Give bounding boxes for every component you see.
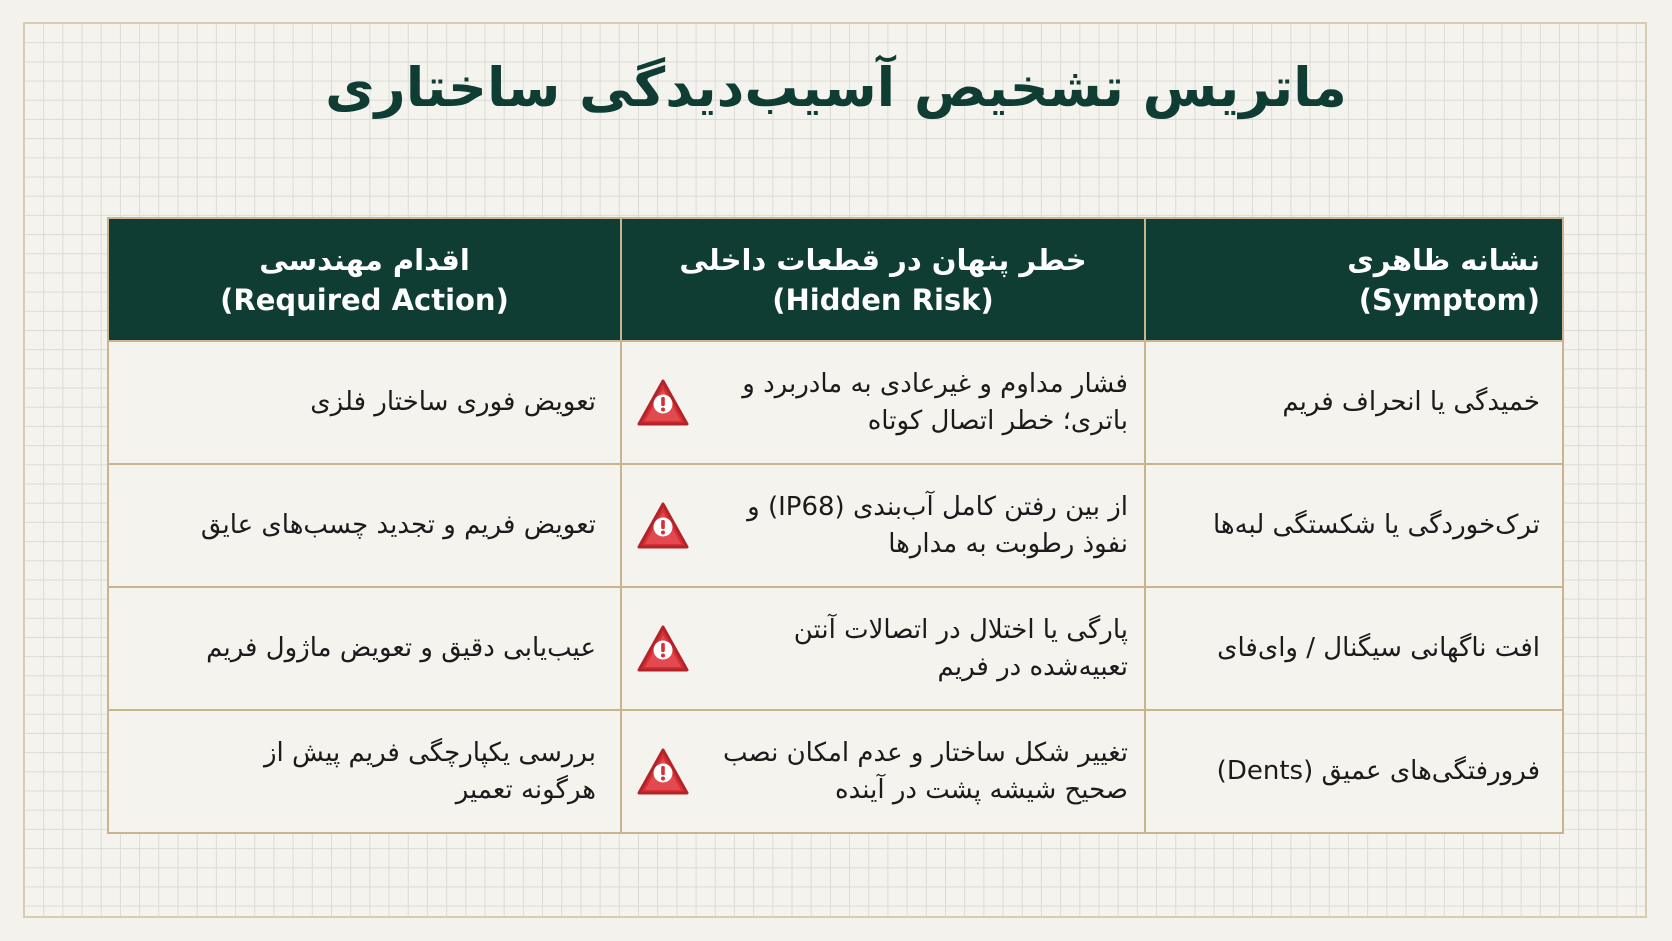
symptom-cell bbox=[1145, 464, 1563, 587]
header-symptom bbox=[1145, 218, 1563, 341]
action-text-line1: عیب‌یابی دقیق و تعویض ماژول فریم bbox=[206, 633, 596, 663]
symptom-text: خمیدگی یا انحراف فریم bbox=[1282, 387, 1540, 417]
header-hidden-risk bbox=[621, 218, 1145, 341]
warning-triangle-icon bbox=[636, 747, 690, 797]
hidden-risk-cell bbox=[621, 341, 1145, 464]
warning-triangle-icon bbox=[636, 378, 690, 428]
header-hidden-risk-line2: (Hidden Risk) bbox=[772, 282, 994, 317]
risk-text-line1: فشار مداوم و غیرعادی به مادربرد و bbox=[742, 368, 1128, 399]
warning-triangle-icon bbox=[636, 501, 690, 551]
risk-text-line2: باتری؛ خطر اتصال کوتاه bbox=[867, 405, 1128, 436]
required-action-cell bbox=[108, 464, 621, 587]
action-text-line1: بررسی یکپارچگی فریم پیش از bbox=[264, 737, 596, 768]
header-required-action bbox=[108, 218, 621, 341]
header-action-line2: (Required Action) bbox=[220, 282, 509, 317]
header-hidden-risk-line1: خطر پنهان در قطعات داخلی bbox=[679, 242, 1087, 277]
table-header-row bbox=[108, 218, 1563, 341]
header-action-line1: اقدام مهندسی bbox=[259, 242, 470, 277]
table-row bbox=[108, 710, 1563, 833]
symptom-cell bbox=[1145, 587, 1563, 710]
damage-diagnosis-table bbox=[107, 217, 1564, 834]
table-row bbox=[108, 341, 1563, 464]
symptom-cell bbox=[1145, 710, 1563, 833]
risk-text-line1: تغییر شکل ساختار و عدم امکان نصب bbox=[723, 737, 1128, 768]
required-action-cell bbox=[108, 710, 621, 833]
header-symptom-label: نشانه ظاهری (Symptom) bbox=[1347, 242, 1540, 317]
table-row bbox=[108, 464, 1563, 587]
table-row bbox=[108, 587, 1563, 710]
hidden-risk-cell bbox=[621, 710, 1145, 833]
hidden-risk-cell bbox=[621, 464, 1145, 587]
warning-triangle-icon bbox=[636, 624, 690, 674]
symptom-cell bbox=[1145, 341, 1563, 464]
action-text-line1: تعویض فوری ساختار فلزی bbox=[310, 387, 596, 417]
risk-text-line2: نفوذ رطوبت به مدارها bbox=[888, 528, 1128, 559]
action-text-line2: هرگونه تعمیر bbox=[455, 774, 596, 805]
required-action-cell bbox=[108, 587, 621, 710]
symptom-text: ترک‌خوردگی یا شکستگی لبه‌ها bbox=[1212, 510, 1540, 540]
risk-text-line2: تعبیه‌شده در فریم bbox=[937, 651, 1128, 682]
symptom-text: افت ناگهانی سیگنال / وای‌فای bbox=[1217, 633, 1540, 663]
risk-text-line1: پارگی یا اختلال در اتصالات آنتن bbox=[793, 614, 1128, 645]
risk-text-line1: از بین رفتن کامل آب‌بندی (IP68) و bbox=[747, 491, 1128, 522]
page-title: ماتریس تشخیص آسیب‌دیدگی ساختاری bbox=[325, 56, 1347, 119]
required-action-cell bbox=[108, 341, 621, 464]
action-text-line1: تعویض فریم و تجدید چسب‌های عایق bbox=[200, 510, 596, 540]
hidden-risk-cell bbox=[621, 587, 1145, 710]
symptom-text: فرورفتگی‌های عمیق (Dents) bbox=[1216, 756, 1540, 786]
risk-text-line2: صحیح شیشه پشت در آینده bbox=[835, 774, 1128, 805]
